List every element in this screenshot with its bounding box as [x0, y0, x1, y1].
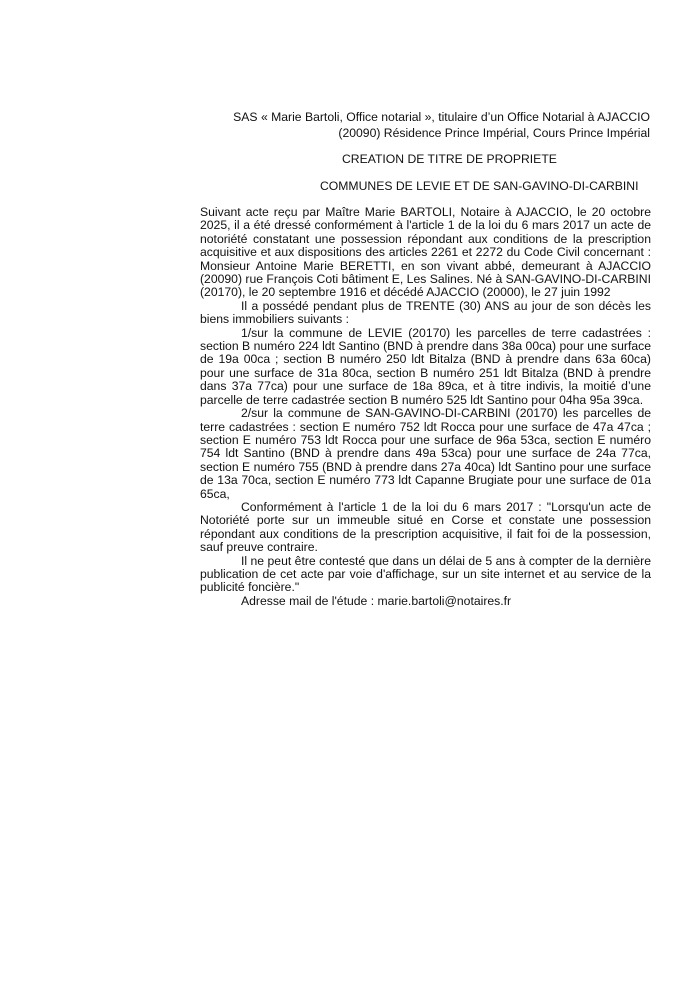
header-line-1: SAS « Marie Bartoli, Office notarial », titulaire d’un Office Notarial à AJACCIO: [233, 110, 650, 124]
document-body: [200, 206, 651, 608]
office-email: Adresse mail de l'étude : marie.bartoli@notaires.fr: [241, 593, 512, 608]
paragraph-deed: Suivant acte reçu par Maître Marie BARTOLI, Notaire à AJACCIO, le 20 octobre 2025, il a été dressé conformément à l'article 1 de la loi du 6 mars 2017 un acte de notoriété constatant une possession répondant aux conditions de la prescription acquisitive et aux dispositions des articles 2261 et 2272 du Code Civil concernant : Monsieur Antoine Marie BERETTI, en son vivant abbé, demeurant à AJACCIO (20090) rue François Coti bâtiment E, Les Salines. Né à SAN-GAVINO-DI-CARBINI (20170), le 20 septembre 1916 et décédé AJACCIO (20000), le 27 juin 1992: [200, 205, 651, 300]
paragraph-levie-parcels: 1/sur la commune de LEVIE (20170) les parcelles de terre cadastrées : section B numéro 224 ldt Santino (BND à prendre dans 38a 00ca) pour une surface de 19a 00ca ; section B numéro 250 ldt Bitalza (BND à prendre dans 63a 60ca) pour une surface de 31a 80ca, section B numéro 251 ldt Bitalza (BND à prendre dans 37a 77ca) pour une surface de 18a 89ca, et à titre indivis, la moitié d’une parcelle de terre cadastrée section B numéro 525 ldt Santino pour 04ha 95a 39ca.: [200, 325, 651, 407]
paragraph-san-gavino-parcels: 2/sur la commune de SAN-GAVINO-DI-CARBINI (20170) les parcelles de terre cadastrées : section E numéro 752 ldt Rocca pour une surface de 47a 47ca ; section E numéro 753 ldt Rocca pour une surface de 96a 53ca, section E numéro 754 ldt Santino (BND à prendre dans 49a 53ca) pour une surface de 24a 77ca, section E numéro 755 (BND à prendre dans 27a 40ca) ldt Santino pour une surface de 13a 70ca, section E numéro 773 ldt Capanne Brugiate pour une surface de 01a 65ca,: [200, 406, 651, 501]
paragraph-law-article: Conformément à l'article 1 de la loi du 6 mars 2017 : "Lorsqu'un acte de Notoriété porte sur un immeuble situé en Corse et constate une possession répondant aux conditions de la prescription acquisitive, il fait foi de la possession, sauf preuve contraire.: [200, 499, 651, 555]
document-subtitle: COMMUNES DE LEVIE ET DE SAN-GAVINO-DI-CARBINI: [320, 179, 639, 193]
notary-office-header: [200, 110, 650, 141]
document-title: CREATION DE TITRE DE PROPRIETE: [342, 152, 557, 166]
paragraph-possession: Il a possédé pendant plus de TRENTE (30) ANS au jour de son décès les biens immobiliers suivants :: [200, 298, 651, 327]
header-line-2: (20090) Résidence Prince Impérial, Cours Prince Impérial: [338, 125, 650, 140]
paragraph-contest-period: Il ne peut être contesté que dans un délai de 5 ans à compter de la dernière publication de cet acte par voie d'affichage, sur un site internet et au service de la publicité foncière.": [200, 553, 651, 595]
